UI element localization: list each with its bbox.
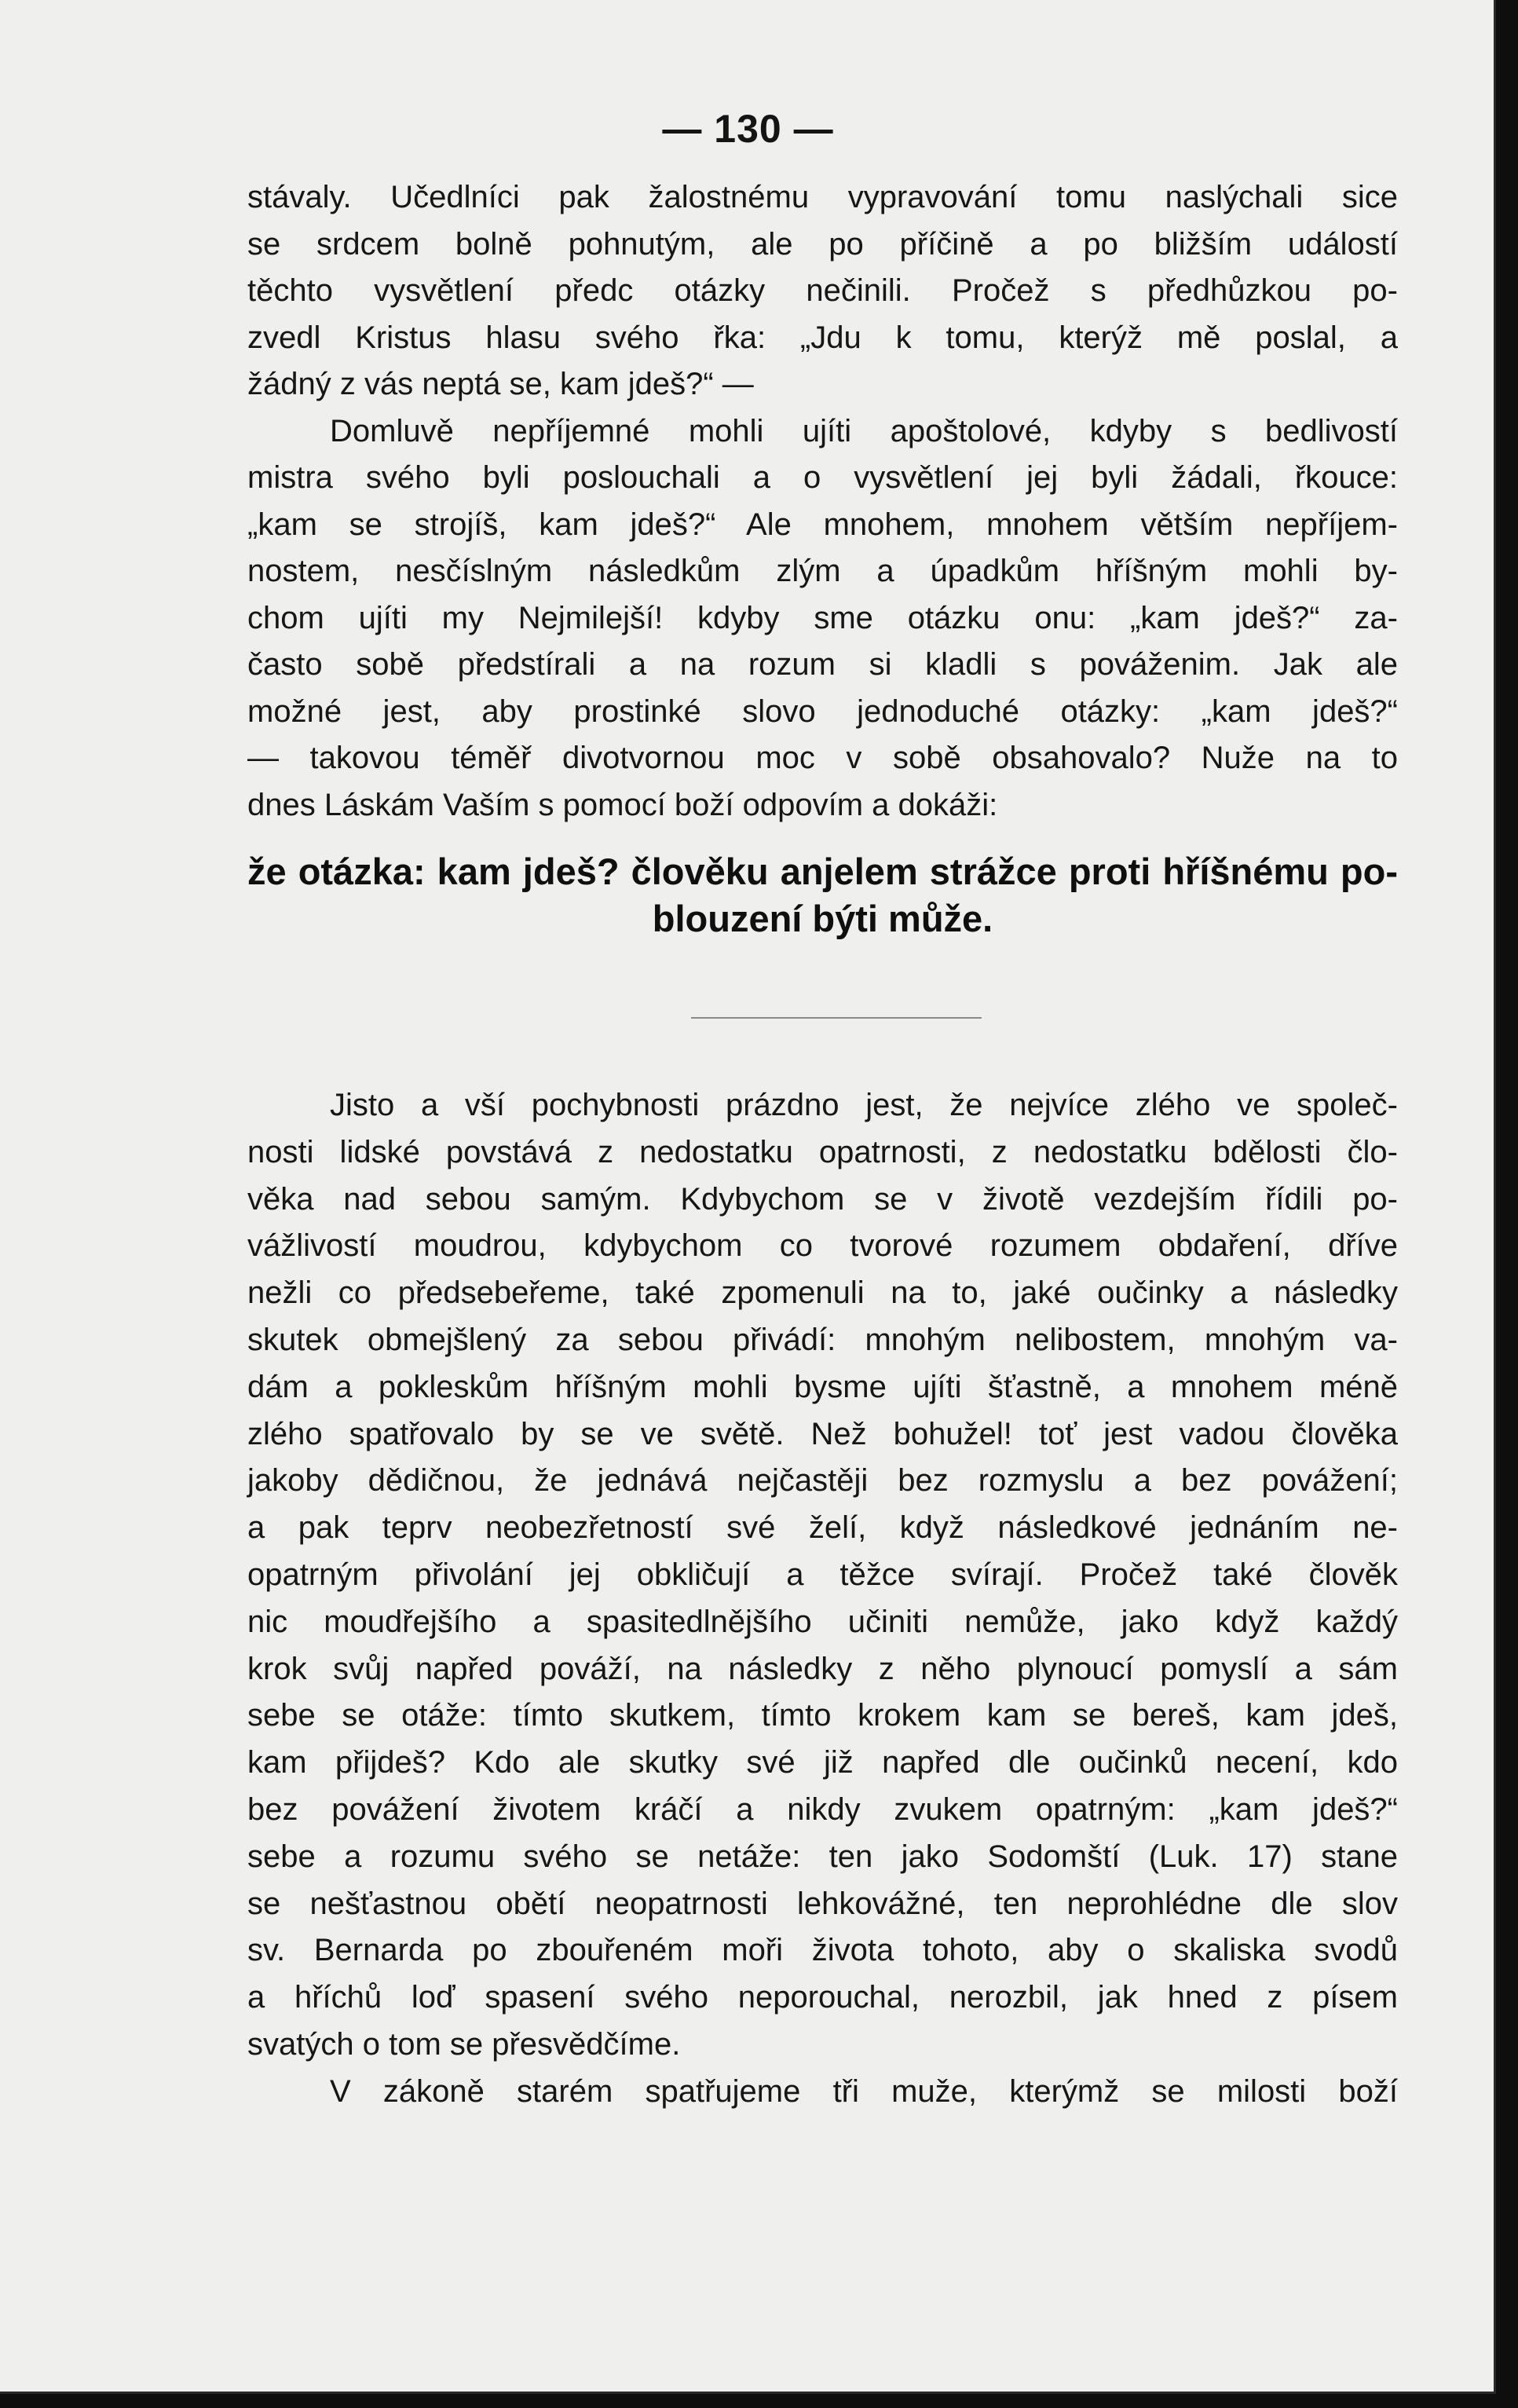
page-number: — 130 — [662, 107, 834, 151]
text-line: sebe se otáže: tímto skutkem, tímto krokem kam se bereš, kam jdeš, [247, 1698, 1398, 1733]
section-divider [691, 1017, 982, 1019]
text-line: těchto vysvětlení předc otázky nečinili. Pročež s předhůzkou po- [247, 273, 1398, 308]
text-line: stávaly. Učedlníci pak žalostnému vypravování tomu naslýchali sice [247, 180, 1398, 214]
text-line: vážlivostí moudrou, kdybychom co tvorové rozumem obdaření, dříve [247, 1228, 1398, 1264]
text-line: možné jest, aby prostinké slovo jednoduché otázky: „kam jdeš?“ [247, 693, 1398, 729]
text-line: se nešťastnou obětí neopatrnosti lehkovážné, ten neprohlédne dle slov [247, 1886, 1398, 1921]
text-line: kam přijdeš? Kdo ale skutky své již napřed dle oučinků necení, kdo [247, 1745, 1398, 1780]
text-line: zlého spatřovalo by se ve světě. Než bohužel! toť jest vadou člověka [247, 1416, 1398, 1451]
text-line: sv. Bernarda po zbouřeném moři života tohoto, aby o skaliska svodů [247, 1933, 1398, 1968]
paragraph-block-two [247, 1082, 1398, 2116]
paragraph-block-one [247, 174, 1398, 829]
text-line: krok svůj napřed pováží, na následky z něho plynoucí pomyslí a sám [247, 1651, 1398, 1686]
text-line: a pak teprv neobezřetností své želí, když následkové jednáním ne- [247, 1510, 1398, 1546]
text-line: — takovou téměř divotvornou moc v sobě obsahovalo? Nuže na to [247, 741, 1398, 775]
text-line: opatrným přivolání jej obkličují a těžce svírají. Pročež také člověk [247, 1557, 1398, 1592]
thesis-line: blouzení býti může. [652, 898, 993, 939]
text-line: „kam se strojíš, kam jdeš?“ Ale mnohem, mnohem větším nepříjem- [247, 507, 1398, 542]
text-line: nežli co předsebeřeme, také zpomenuli na to, jaké oučinky a následky [247, 1275, 1398, 1311]
text-line: a hříchů loď spasení svého neporouchal, nerozbil, jak hned z písem [247, 1980, 1398, 2015]
text-line: V zákoně starém spatřujeme tři muže, kterýmž se milosti boží [330, 2073, 1398, 2109]
thesis-statement [247, 848, 1398, 942]
text-line: Domluvě nepříjemné mohli ujíti apoštolové, kdyby s bedlivostí [330, 413, 1398, 448]
text-line: jakoby dědičnou, že jednává nejčastěji bez rozmyslu a bez povážení; [247, 1463, 1398, 1499]
text-line: chom ujíti my Nejmilejší! kdyby sme otázku onu: „kam jdeš?“ za- [247, 600, 1398, 635]
text-line: často sobě předstírali a na rozum si kladli s pováženim. Jak ale [247, 647, 1398, 682]
text-line: se srdcem bolně pohnutým, ale po příčině a po bližším událostí [247, 226, 1398, 262]
thesis-line: že otázka: kam jdeš? člověku anjelem strážce proti hříšnému po- [247, 851, 1398, 892]
text-line: bez povážení životem kráčí a nikdy zvukem opatrným: „kam jdeš?“ [247, 1791, 1398, 1827]
text-line: Jisto a vší pochybnosti prázdno jest, že nejvíce zlého ve společ- [330, 1088, 1398, 1122]
text-line: nosti lidské povstává z nedostatku opatrnosti, z nedostatku bdělosti člo- [247, 1134, 1398, 1169]
text-line: věka nad sebou samým. Kdybychom se v životě vezdejším řídili po- [247, 1181, 1398, 1217]
text-line: svatých o tom se přesvědčíme. [247, 2026, 681, 2062]
text-line: nostem, nesčíslným následkům zlým a úpadkům hříšným mohli by- [247, 554, 1398, 588]
text-line: skutek obmejšlený za sebou přivádí: mnohým nelibostem, mnohým va- [247, 1322, 1398, 1357]
text-line: mistra svého byli poslouchali a o vysvětlení jej byli žádali, řkouce: [247, 460, 1398, 495]
text-line: nic moudřejšího a spasitedlnějšího učiniti nemůže, jako když každý [247, 1604, 1398, 1639]
text-line: dám a pokleskům hříšným mohli bysme ujíti šťastně, a mnohem méně [247, 1369, 1398, 1404]
text-line: sebe a rozumu svého se netáže: ten jako Sodomští (Luk. 17) stane [247, 1839, 1398, 1874]
text-line: žádný z vás neptá se, kam jdeš?“ — [247, 367, 754, 401]
text-line: zvedl Kristus hlasu svého řka: „Jdu k tomu, kterýž mě poslal, a [247, 320, 1398, 355]
text-line: dnes Láskám Vaším s pomocí boží odpovím a dokáži: [247, 787, 998, 822]
